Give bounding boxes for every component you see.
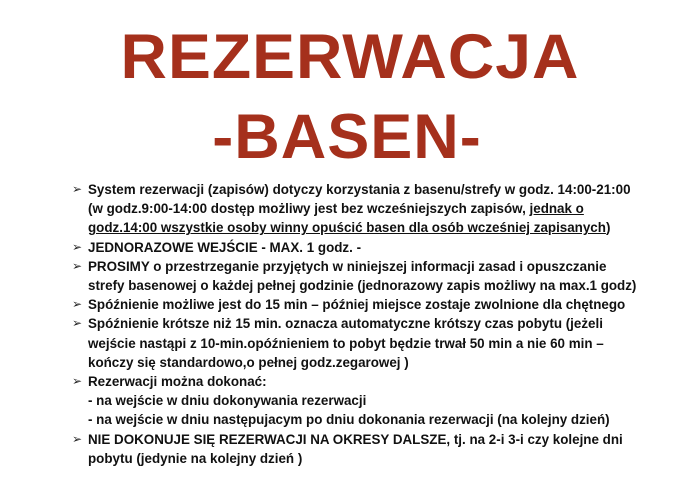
rule-line: strefy basenowej o każdej pełnej godzinie (jednorazowy zapis możliwy na max.1 godz) xyxy=(88,278,637,294)
rule-text: (w godz.9:00-14:00 dostęp możliwy jest bez wcześniejszych zapisów, xyxy=(88,201,530,217)
rule-no-further-reservations xyxy=(70,430,695,468)
title-basen: -BASEN- xyxy=(212,102,482,172)
rule-single-entry xyxy=(70,238,695,257)
arrow-bullet-icon: ➢ xyxy=(72,239,83,254)
arrow-bullet-icon: ➢ xyxy=(72,182,83,196)
rule-line: Spóźnienie krótsze niż 15 min. oznacza automatyczne krótszy czas pobytu (jeżeli xyxy=(88,316,603,332)
rule-line: NIE DOKONUJE SIĘ REZERWACJI NA OKRESY DALSZE, tj. na 2-i 3-i czy kolejne dni xyxy=(88,431,623,447)
rule-line: pobytu (jedynie na kolejny dzień ) xyxy=(88,450,303,466)
rule-subline: - na wejście w dniu dokonywania rezerwacji xyxy=(88,393,367,409)
rule-late-shorter-stay xyxy=(70,314,695,372)
rule-late-limit xyxy=(70,295,695,314)
arrow-bullet-icon: ➢ xyxy=(72,258,83,273)
title-rezerwacja: REZERWACJA xyxy=(120,22,580,92)
rule-line: Rezerwacji można dokonać: xyxy=(88,374,267,390)
rule-subline: - na wejście w dniu następujacym po dniu dokonania rezerwacji (na kolejny dzień) xyxy=(88,412,610,428)
rule-leave-hourly xyxy=(70,257,695,295)
arrow-bullet-icon: ➢ xyxy=(72,431,83,446)
rules-list xyxy=(70,180,695,468)
rule-reservation-system xyxy=(70,180,695,238)
arrow-bullet-icon: ➢ xyxy=(72,374,83,389)
rule-line: JEDNORAZOWE WEJŚCIE - MAX. 1 godz. - xyxy=(88,239,362,255)
arrow-bullet-icon: ➢ xyxy=(72,297,83,312)
rule-how-to-reserve xyxy=(70,372,695,430)
arrow-bullet-icon: ➢ xyxy=(72,316,83,331)
rule-line: Spóźnienie możliwe jest do 15 min – później miejsce zostaje zwolnione dla chętnego xyxy=(88,297,626,313)
rule-text-underlined: jednak o xyxy=(529,201,584,217)
rule-line xyxy=(88,199,695,218)
rule-text: ) xyxy=(605,220,611,236)
rule-text-underlined: godz.14:00 wszystkie osoby winny opuścić basen dla osób wcześniej zapisanych xyxy=(88,220,606,236)
rule-line: System rezerwacji (zapisów) dotyczy korzystania z basenu/strefy w godz. 14:00-21:00 xyxy=(88,182,631,197)
rule-line xyxy=(88,218,695,237)
rule-line: PROSIMY o przestrzeganie przyjętych w niniejszej informacji zasad i opuszczanie xyxy=(88,258,607,274)
rule-line: kończy się standardowo,o pełnej godz.zegarowej ) xyxy=(88,354,409,370)
rule-line: wejście nastąpi z 10-min.opóźnieniem to pobyt będzie trwał 50 min a nie 60 min – xyxy=(88,335,604,351)
